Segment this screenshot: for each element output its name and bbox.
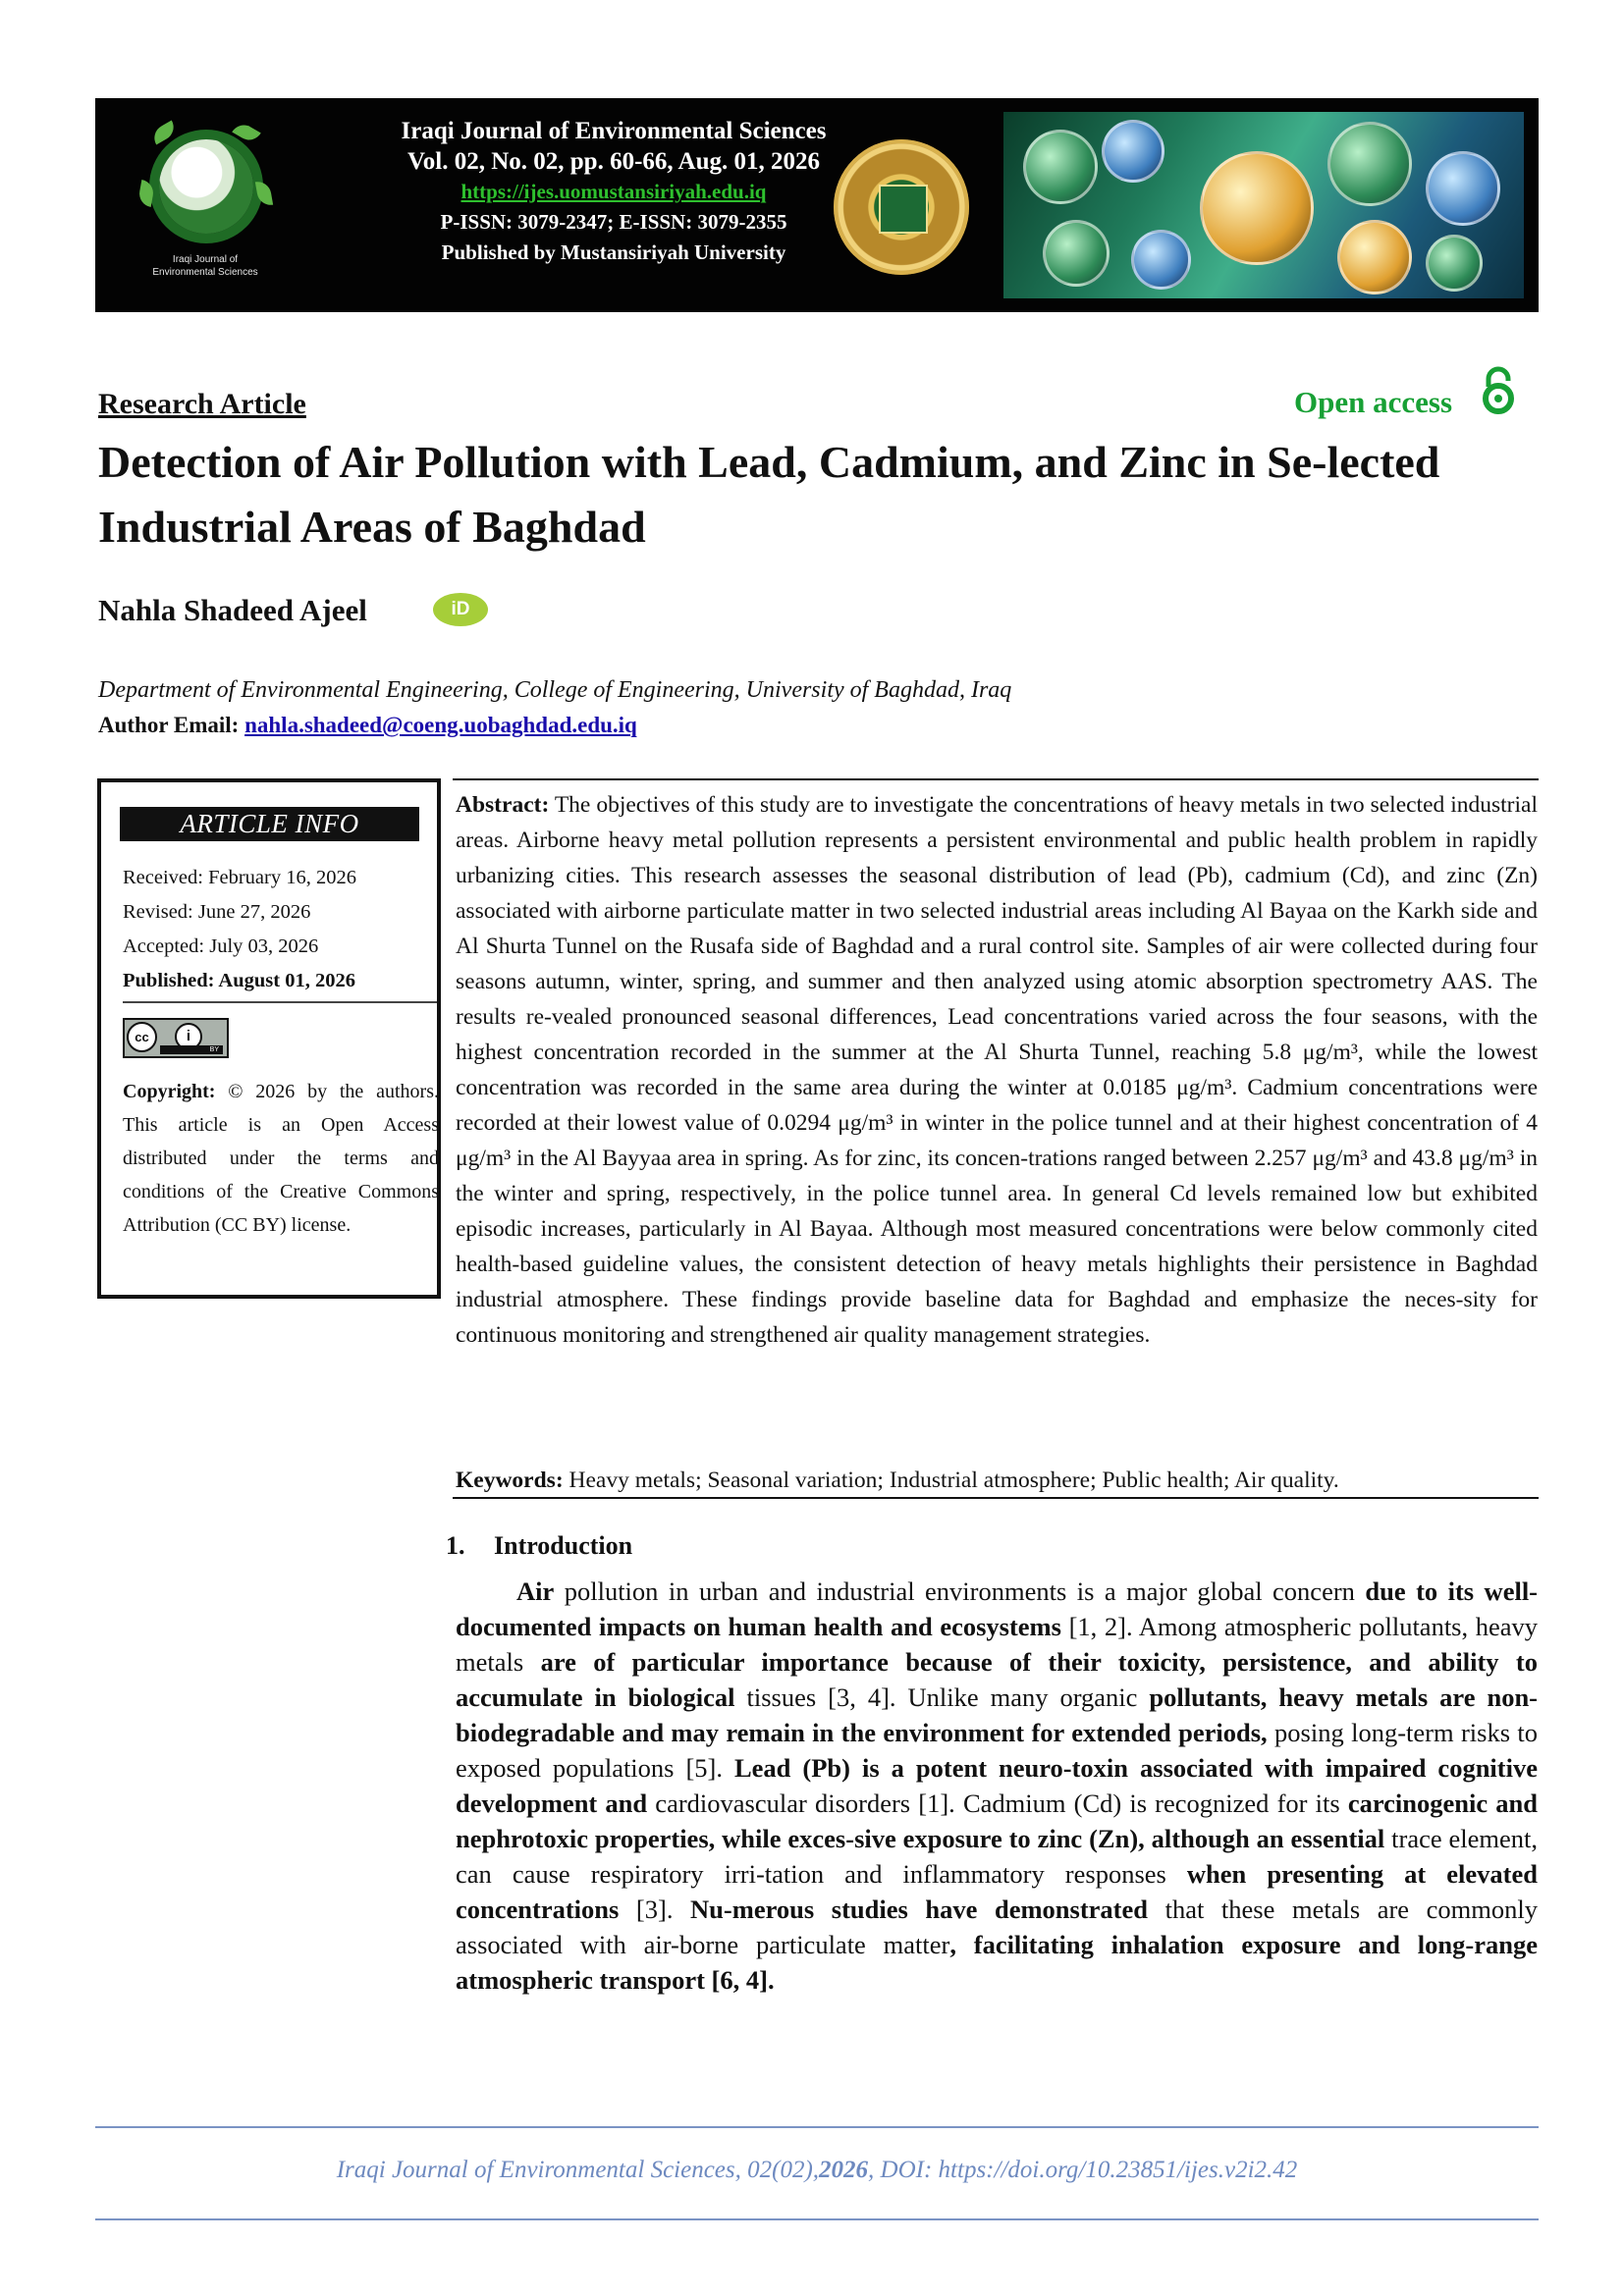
leaf-icon	[137, 180, 155, 207]
globe-bubble	[1023, 130, 1098, 204]
intro-bold-run: due to its well-documented impacts on human health and ecosystems	[456, 1576, 1539, 1641]
orcid-icon[interactable]: iD	[433, 593, 488, 626]
article-info-heading: ARTICLE INFO	[120, 807, 419, 841]
copyright-label: Copyright:	[123, 1081, 216, 1102]
section-heading-introduction	[446, 1531, 632, 1561]
journal-logo	[132, 118, 279, 294]
leaf-icon	[255, 180, 273, 207]
accepted-date: Accepted: July 03, 2026	[123, 935, 319, 957]
abstract-label: Abstract:	[456, 792, 550, 818]
intro-bold-run: when presenting at elevated concentrations	[456, 1859, 1538, 1924]
intro-bold-run: are of particular importance because of their toxicity, persistence, and ability to accumulate in biological	[456, 1647, 1538, 1712]
globe-icon	[159, 139, 253, 234]
logo-text-line: Iraqi Journal of	[172, 254, 239, 265]
divider	[453, 778, 1539, 780]
intro-bold-run: pollutants, heavy metals are non-biodegradable and may remain in the environment for extended periods,	[456, 1682, 1539, 1747]
hands-earth-bubble	[1200, 151, 1314, 265]
intro-text-run: tissues [3, 4]. Unlike many organic	[734, 1682, 1150, 1712]
article-type: Research Article	[98, 388, 306, 420]
footer-citation-text: Iraqi Journal of Environmental Sciences, 02(02),	[336, 2157, 820, 2183]
leaf-bubble	[1327, 122, 1412, 206]
plant-bubble	[1426, 235, 1483, 292]
journal-url-link[interactable]: https://ijes.uomustansiriyah.edu.iq	[460, 180, 767, 203]
forest-bubble	[1043, 220, 1110, 287]
by-label: BY	[160, 1045, 223, 1054]
received-date: Received: February 16, 2026	[123, 867, 356, 888]
author-email-line	[98, 713, 637, 738]
author-email-link[interactable]: nahla.shadeed@coeng.uobaghdad.edu.iq	[244, 713, 637, 737]
footer-divider	[95, 2218, 1539, 2220]
open-access-label: Open access	[1294, 385, 1453, 419]
intro-text-run: that these metals are commonly associated with air-borne particulate matter	[456, 1895, 1538, 1959]
intro-bold-run: Lead (Pb) is a potent neuro-toxin associated with impaired cognitive development and	[456, 1753, 1538, 1818]
author-name: Nahla Shadeed Ajeel	[98, 593, 367, 627]
copyright-text: © 2026 by the authors. This article is an Open Access distributed under the terms and conditions of the Creative Commons Attribution (CC BY) license.	[123, 1081, 439, 1236]
planet-bubble	[1426, 151, 1500, 226]
keywords	[456, 1463, 1538, 1498]
journal-name: Iraqi Journal of Environmental Sciences	[401, 118, 827, 144]
intro-text-run: [1, 2]. Among atmospheric pollutants, heavy metals	[456, 1612, 1539, 1677]
issn-line: P-ISSN: 3079-2347; E-ISSN: 3079-2355	[440, 210, 787, 234]
leaf-icon	[232, 120, 261, 144]
abstract-text: The objectives of this study are to investigate the concentrations of heavy metals in two selected industrial areas. Airborne heavy metal pollution represents a persistent environmental and public health problem in rapidly urbanizing cities. This research assesses the seasonal distribution of lead (Pb), cadmium (Cd), and zinc (Zn) associated with airborne particulate matter in two selected industrial areas including Al Bayaa on the Karkh side and Al Shurta Tunnel on the Rusafa side of Baghdad and a rural control site. Samples of air were collected during four seasons autumn, winter, spring, and summer and then analyzed using atomic absorption spectrometry AAS. The results re-vealed pronounced seasonal differences, Lead concentrations varied across the four seasons, with the highest concentration recorded in the summer at the Al Shurta Tunnel, reaching 5.8 μg/m³, while the lowest concentration was recorded in the same area during the winter at 0.0185 μg/m³. Cadmium concentrations were recorded at their lowest value of 0.0294 μg/m³ in winter in the police tunnel and at their highest concentration of 4 μg/m³ in the Al Bayyaa area in spring. As for zinc, its concen-trations ranged between 2.257 μg/m³ and 43.8 μg/m³ in the winter and spring, respectively, in the police tunnel area. In general Cd levels remained low but exhibited episodic increases, particularly in Al Bayaa. Although most measured concentrations were below commonly cited health-based guideline values, the consistent detection of heavy metals highlights their persistence in Baghdad industrial atmosphere. These findings provide baseline data for Baghdad and emphasize the neces-sity for continuous monitoring and strengthened air quality management strategies.	[456, 792, 1538, 1348]
section-number: 1.	[446, 1531, 465, 1560]
intro-text-run: posing long-term risks to exposed populations [5].	[456, 1718, 1538, 1783]
sky-bubble	[1131, 230, 1191, 290]
seal-emblem	[879, 185, 928, 234]
abstract	[456, 787, 1538, 1353]
divider	[453, 1497, 1539, 1499]
sun-bubble	[1337, 220, 1412, 294]
section-title: Introduction	[494, 1531, 633, 1560]
footer-divider	[95, 2126, 1539, 2128]
open-access-icon	[1481, 365, 1516, 416]
article-dates	[123, 861, 417, 998]
footer-doi[interactable]: , DOI: https://doi.org/10.23851/ijes.v2i2.42	[868, 2157, 1298, 2183]
leaf-icon	[149, 120, 179, 144]
water-bubble	[1102, 120, 1164, 183]
university-seal-icon	[834, 139, 969, 275]
introduction-paragraph	[456, 1574, 1538, 1998]
revised-date: Revised: June 27, 2026	[123, 901, 311, 923]
article-title: Detection of Air Pollution with Lead, Cadmium, and Zinc in Se-lected Industrial Areas of Baghdad	[98, 437, 1440, 552]
affiliation: Department of Environmental Engineering, College of Engineering, University of Baghdad, Iraq	[98, 677, 1012, 703]
keywords-label: Keywords:	[456, 1468, 564, 1493]
copyright-notice	[123, 1075, 439, 1242]
article-info-box	[97, 778, 441, 1299]
attribution-icon: i	[175, 1023, 202, 1050]
intro-bold-run: Air	[516, 1576, 555, 1606]
cc-icon: cc	[127, 1022, 157, 1052]
divider	[123, 1001, 437, 1003]
footer-year: 2026	[819, 2157, 869, 2183]
volume-line: Vol. 02, No. 02, pp. 60-66, Aug. 01, 2026	[407, 148, 820, 175]
intro-bold-run: Nu-merous studies have demonstrated	[690, 1895, 1149, 1924]
journal-banner	[95, 98, 1539, 312]
intro-bold-run: , facilitating inhalation exposure and long-range atmospheric transport [6, 4].	[456, 1930, 1538, 1995]
keywords-text: Heavy metals; Seasonal variation; Industrial atmosphere; Public health; Air quality.	[568, 1468, 1339, 1493]
logo-text-line: Environmental Sciences	[152, 267, 258, 278]
cc-by-license-icon[interactable]	[123, 1018, 229, 1058]
intro-text-run: [3].	[619, 1895, 691, 1924]
page-footer-citation	[95, 2157, 1539, 2184]
intro-text-run: trace element, can cause respiratory irri-tation and inflammatory responses	[456, 1824, 1538, 1889]
environment-collage-image	[1003, 112, 1524, 298]
journal-info	[309, 116, 918, 268]
email-label: Author Email:	[98, 713, 240, 737]
intro-bold-run: carcinogenic and nephrotoxic properties, while exces-sive exposure to zinc (Zn), although an essential	[456, 1789, 1538, 1853]
intro-text-run: cardiovascular disorders [1]. Cadmium (Cd) is recognized for its	[647, 1789, 1348, 1818]
published-date: Published: August 01, 2026	[123, 970, 355, 991]
publisher-line: Published by Mustansiriyah University	[441, 240, 786, 264]
intro-text-run: pollution in urban and industrial environments is a major global concern	[554, 1576, 1366, 1606]
